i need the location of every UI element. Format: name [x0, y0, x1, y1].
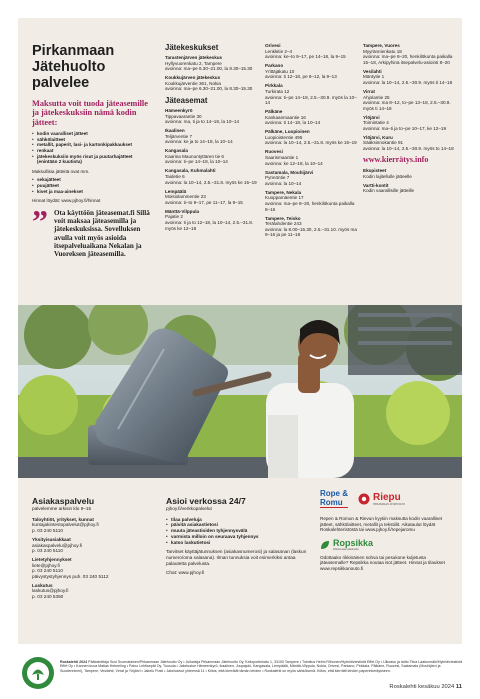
entry-hours: avoinna: la 10–14, 2.5.–31.8. myös ke 15–19 [265, 140, 357, 146]
entry-name: Pirkkala [265, 83, 283, 89]
entry-name: Tampere, Vuores [363, 43, 400, 48]
list-item [265, 43, 357, 60]
recycling-bin-photo [18, 305, 462, 478]
contact-label: Yksityisasiakkaat [32, 536, 71, 542]
entry-address: Ahjolantie 25 [363, 94, 390, 100]
list-item: • muuta jäteastioiden tyhjennysvälä [166, 528, 310, 534]
list-item [265, 109, 357, 126]
entry-name: Koukkujärven jätekeskus [165, 75, 221, 81]
logo-text: Ropsikka [333, 537, 374, 548]
list-item [363, 115, 457, 132]
entry-address: Toimintatie 4 [363, 120, 389, 126]
entry-hours: avoinna: ke ja to 14–18, la 10–14 [165, 139, 233, 145]
collection-logos [320, 487, 452, 511]
entry-hours: avoinna: ma–pe 8–20, henkilökunta paikalla 8–16 [265, 200, 355, 212]
list-item: • päivitä asiakastietosi [166, 522, 310, 528]
contact-phone[interactable]: p. 03 240 5110 [32, 548, 63, 554]
entry-address: Koukkujärventie 361, Nokia [165, 80, 221, 86]
list-item: • tilaa palveluja [166, 517, 310, 523]
list-item [265, 63, 357, 80]
entry-name: Virrat [363, 88, 375, 94]
quote-text: Ota käyttöön jäteasemat.fi Sillä voit maksaa jäteasemilla ja jätekeskuksissa. Sovelluksen avulla voit myös asioida itsepalveluaikana Nekalan ja Vuoreksen jäteasemilla. [54, 208, 150, 259]
prices-link[interactable]: Hinnat löydät: www.pjhoy.fi/hinnat [32, 198, 101, 204]
contact-label: Laskutus [32, 582, 53, 588]
list-item: • kodin vaaralliset jätteet [32, 131, 152, 137]
free-waste-lead: Maksutta voit tuoda jäteasemille ja jätekeskuksiin nämä kodin jätteet: [32, 99, 148, 127]
page-footer [340, 684, 462, 691]
colophon [60, 660, 464, 673]
entry-address: Moisiolammentie 23 [165, 194, 206, 200]
footer-date: kesäkuu 2024 [418, 684, 455, 690]
list-item [363, 43, 457, 65]
free-waste-list [32, 131, 152, 165]
login-note: Tarvitset käyttäjätunnuksen (asiakasnumerosi) ja salasanan (laskun numero/oma salasana). Ilman tunnuksia voit esimerkiksi antaa palautetta palvelusta. [166, 549, 307, 566]
online-services [166, 496, 310, 579]
colophon-label: Roskalehti 2024 [60, 660, 88, 664]
list-item [165, 168, 259, 185]
entry-address: Saarismaantie 1 [265, 155, 299, 161]
list-item [265, 129, 357, 146]
entry-desc: Kodin lajitellulle jätteelle [363, 173, 412, 179]
entry-name: Orivesi [265, 43, 281, 48]
entry-name: Vesilahti [363, 68, 382, 74]
recycling-site-link[interactable]: www.kierrätys.info [363, 155, 429, 165]
list-item [165, 189, 259, 206]
list-item [165, 75, 259, 92]
entry-name: Pälkäne [265, 109, 283, 115]
contact-label: Lietetyhjennykset [32, 556, 72, 562]
entry-name: Tampere, Nekala [265, 189, 302, 195]
list-item [265, 149, 357, 166]
list-item [165, 209, 259, 231]
logo-subtext: Pirkanmaan jätehuolto [333, 547, 359, 551]
entry-address: Hyllyvuorenkatu 2, Tampere [165, 60, 222, 66]
entry-name: Mänttä-Vilppula [165, 208, 200, 214]
centres-heading: Jätekeskukset [165, 43, 219, 52]
bottom-panel [18, 478, 462, 644]
contact-block [32, 537, 152, 554]
entry-hours: avoinna: ma–pe 8–20, henkilökunta paikalla 15–18, Arkipyhinä itsepalvelu-asiointi 8–20 [363, 54, 453, 65]
list-item [265, 190, 357, 212]
entry-address: Tippavaarantie 30 [165, 113, 202, 119]
entry-hours: avoinna: la 10–14 [265, 180, 302, 186]
entry-name: Ekopisteet [363, 168, 387, 174]
list-item: • metallit, paperit, lasi- ja kartonkipakkaukset [32, 142, 152, 148]
entry-desc: Kodin vaarallisille jätteille [363, 188, 415, 194]
entry-hours: avoinna: ma–pe 6.30–21.00, la 8.30–15.30 [165, 86, 253, 92]
list-item [363, 135, 457, 152]
entry-name: Sastamala, Mouhijärvi [265, 169, 314, 175]
entry-hours: avoinna: ma 8–12, to–pe 13–18, 2.5.–30.9. myös ti 14–18 [363, 100, 451, 111]
contact-phone[interactable]: p. 03 240 5350 [32, 594, 64, 600]
top-panel [18, 18, 462, 305]
logo-text: Romu [320, 499, 348, 509]
online-services-list [166, 517, 310, 546]
entry-name: Lempäälä [165, 188, 187, 194]
finnish-work-seal-icon [21, 656, 55, 690]
rope-romu-logo [320, 490, 348, 508]
entry-name: Hämeenkyrö [165, 107, 193, 113]
list-item [265, 83, 357, 105]
contact-block [32, 557, 152, 580]
entry-name: Tampere, Teisko [265, 215, 301, 221]
list-item [265, 216, 357, 238]
list-item: • puujätteet [32, 183, 152, 189]
entry-name: Kangasala, Kuhmalahti [165, 168, 216, 174]
entry-hours: avoinna: ke 12–18, la 10–14 [265, 160, 323, 166]
list-item: • sekajätteet [32, 177, 152, 183]
list-item [363, 69, 457, 86]
list-item: • jätekeskuksiin myös risut ja puutarhajätteet (enintään 2 kuutiota) [32, 154, 152, 165]
entry-address: Kaarina Maununtyttären tie 6 [165, 153, 224, 159]
stations-heading: Jäteasemat [165, 95, 208, 105]
entry-name: Ylöjärvi [363, 114, 380, 120]
entry-name: Parkano [265, 63, 284, 69]
entry-address: Pynnöntie 7 [265, 175, 290, 181]
app-quote [32, 202, 152, 259]
list-item [165, 108, 259, 125]
entry-name: Kangasala [165, 148, 188, 154]
list-item [363, 168, 457, 179]
list-item: • katso laskutietosi [166, 540, 310, 546]
centres-column [165, 43, 259, 235]
entry-address: Yrittäjäkatu 10 [265, 68, 295, 74]
online-services-link[interactable]: pjhoy.fi/verkkopalvelut [166, 506, 212, 511]
entry-address: Kankaanmaantie 16 [265, 114, 306, 120]
contact-block [32, 517, 152, 534]
list-item [265, 170, 357, 187]
entry-hours: avoinna: ti 12–18, pe 9–12, la 9–13 [265, 74, 337, 80]
entry-hours: avoinna: la 10–14, 2.5.–30.9. myös to 14–18 [363, 146, 454, 152]
paid-waste-list [32, 177, 152, 194]
logo-subtext: PIRKANMAAN JÄTEHUOLTO [373, 502, 406, 506]
contact-label: Taloyhtiöt, yritykset, kunnat [32, 516, 94, 522]
paid-waste-intro: Maksullisia jätteitä ovat mm. [32, 168, 90, 174]
entry-hours: avoinna: ti ja to 12–18, la 10–14, 2.5.–31.8. myös ke 12–18 [165, 220, 254, 231]
entry-hours: avoinna: ma, ti ja to 14–18, la 10–14 [165, 119, 240, 125]
customer-service-title: Asiakaspalvelu [32, 496, 95, 506]
list-item [363, 183, 457, 194]
entry-hours: avoinna: ma–ti ja to–pe 10–17, ke 12–19 [363, 125, 447, 131]
entry-name: Ikaalinen [165, 128, 185, 134]
contact-email[interactable]: kuntajakintestopalvelut@pjhoy.fi [32, 522, 99, 528]
list-item [165, 128, 259, 145]
list-item: • varmista milloin on seuraava tyhjennys [166, 534, 310, 540]
entry-hours: avoinna: ti–to 9–17, pe 11–17, la 9–15 [165, 199, 243, 205]
entry-hours: avoinna: ke–to 9–17, pe 14–18, la 9–15 [265, 54, 346, 60]
entry-address: Teljärventie 7 [165, 133, 193, 139]
contact-phone[interactable]: p. 03 240 5110 [32, 568, 63, 574]
mobile-collection [320, 487, 452, 575]
entry-address: Mäntytie 1 [363, 74, 385, 80]
list-item [363, 89, 457, 111]
quote-mark-icon: ” [32, 202, 48, 239]
entry-address: Myyrännienkatu 18 [363, 48, 402, 54]
contact-email[interactable]: asiakaspalvelu@pjhoy.fi [32, 542, 83, 548]
stations-column-3 [363, 43, 457, 197]
contact-phone[interactable]: p. 03 240 5110 [32, 528, 63, 534]
customer-service [32, 496, 152, 603]
page-title: Pirkanmaan Jätehuolto palvelee [32, 43, 115, 91]
online-services-title: Asioi verkossa 24/7 [166, 496, 246, 506]
entry-hours: avoinna: la 10–14, 2.5.–31.8. myös ke 15–19 [165, 179, 257, 185]
entry-address: Lenkkitie 2–4 [265, 48, 293, 54]
entry-address: Luopioistentie 495 [265, 134, 303, 140]
entry-name: Tarastenjärven jätekeskus [165, 55, 223, 60]
entry-address: Kuoppamäentie 17 [265, 195, 304, 201]
entry-name: Ruovesi [265, 149, 283, 155]
entry-name: Ylöjärvi, Kuru [363, 134, 393, 140]
logo-text: Rope & [320, 489, 348, 498]
contact-email[interactable]: liete@pjhoy.fi [32, 562, 60, 568]
list-item [165, 148, 259, 165]
customer-service-hours: palvelemme arkisin klo 9–15 [32, 506, 92, 511]
contact-email[interactable]: laskutus@pjhoy.fi [32, 588, 69, 594]
chat-link[interactable]: Chat: www.pjhoy.fi [166, 570, 205, 576]
entry-address: Turkirata 12 [265, 88, 290, 94]
page-number: 11 [455, 684, 462, 690]
stations-column-2 [265, 43, 357, 241]
riepu-logo [358, 493, 405, 506]
entry-address: Pajatie 2 [165, 214, 183, 220]
entry-hours: avoinna: ti–pe 14–18, la 10–14 [165, 159, 228, 165]
hero-photo [18, 305, 462, 478]
logo-text: Riepu [373, 491, 401, 503]
entry-hours: avoinna: ti–pe 14–18, 2.5.–30.9. myös la 10–14 [265, 94, 357, 106]
list-item [165, 55, 259, 72]
list-item: • sähkölaitteet [32, 137, 152, 143]
entry-hours: avoinna: la 10–14, 2.5.–30.9. myös ti 14–18 [363, 79, 453, 85]
contact-phone[interactable]: päivystystyhjennys puh. 03 240 5112 [32, 574, 109, 580]
ropsikka-leaf-icon [320, 540, 330, 550]
ropsikka-text: Odottaako rikkinäinen sohva tai pesukone kuljetusta jäteasemalle? Repsikka noutaa isot jätteet. Hinnat ja tilaukset www.repsikkanouto.fi [320, 554, 445, 571]
ropsikka-logo [320, 539, 452, 551]
entry-address: Sääksinnokantie 91 [363, 140, 404, 146]
entry-hours: avoinna: ma–pe 6.30–21.00, la 8.30–15.30 [165, 66, 253, 72]
contact-block [32, 583, 152, 600]
intro-column [32, 43, 152, 259]
entry-name: Vartti-kontit [363, 182, 389, 188]
list-item: • renkaat [32, 148, 152, 154]
list-item: • kivet ja maa-ainekset [32, 189, 152, 195]
entry-hours: avoinna: ti 14–18, la 10–14 [265, 120, 321, 126]
colophon-text: Päätoimittaja Suvi Suomalainen/Pirkanmaan Jätehuolto Oy • Julkaisija Pirkanmaan Jätehuolto Oy, Kelloportinkatu 1, 33100 Tampere • Toimitus Helmi Riihonen/Hybridiviestintä Effet Oy • Ulkoasu ja taitto Tiina Laatunmäki/Hybridiviestintä Effet Oy • Kannen kuva Matias Helmeling • Paino Lehtisepät Oy, Tuusula • Jakelualue Hämeenkyrö, Ikaalinen, Juupajoki, Kangasala, Lempäälä, Mänttä-Vilppula, Nokia, Orivesi, Parkano, Pirkkala, Pälkäne, Ruovesi, Sastamala (Mouhijärvi ja Suodenniemi), Tampere, Vesilahti, Virrat ja Ylöjärvi • Jakelu Posti • Jakelusivut yhteensä 11 • Kiitos, että kierrätät tämän lehden • Roskalehti on myös sähköisenä. Kiitos, että kierrätit lehden paperinkeräykseen. [60, 660, 463, 673]
entry-hours: avoinna: la 8.00–15.30, 2.5.–31.10. myös ma 9–16 ja pe 11–18 [265, 226, 357, 238]
footer-publication: Roskalehti [389, 684, 417, 690]
entry-name: Pälkäne, Luopioinen [265, 129, 310, 135]
riepu-badge-icon [358, 493, 370, 505]
entry-address: Terälahdentie 243 [265, 221, 302, 227]
collection-text: Repen & Romun & Rievun kyytiin maksutta kodin vaaralliset jätteet, sähkölaitteet, metallit ja tekstiilit. Aikataulut löydät Roskalehteristöstä tai www.pjhoy.fi/repejaromu [320, 516, 443, 533]
entry-address: Taidetie 6 [165, 174, 185, 180]
